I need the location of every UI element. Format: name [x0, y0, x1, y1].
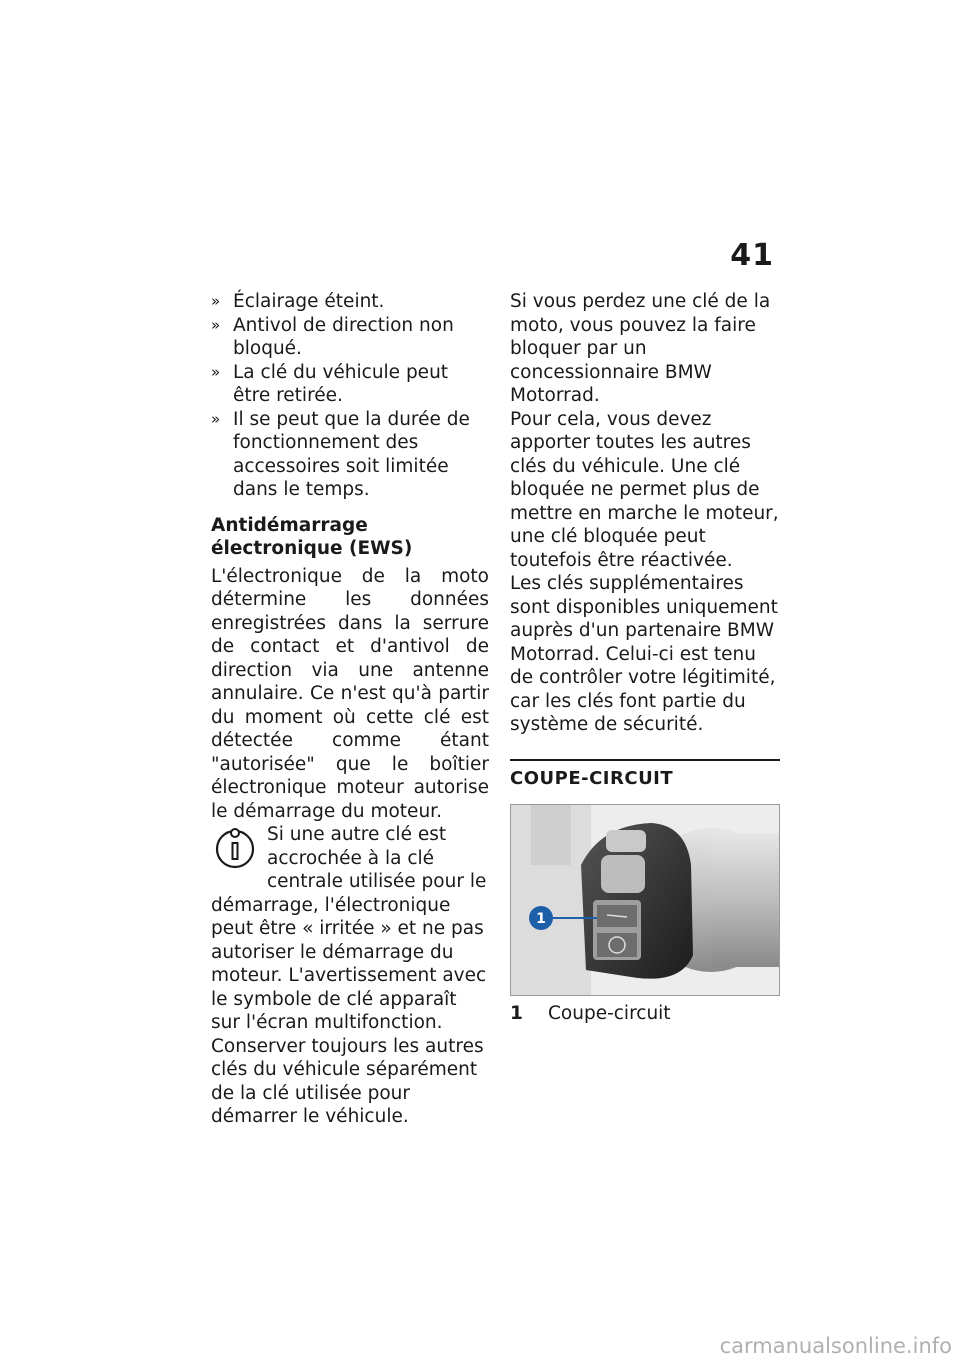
left-column: [211, 290, 489, 1129]
bullet-item: [211, 408, 489, 502]
extra-keys-paragraph: Les clés supplémentaires sont disponibles uniquement auprès d'un partenaire BMW Motorrad. Celui-ci est tenu de contrôler votre légitimité, car les clés font partie du système de sécurité.: [510, 573, 778, 735]
figure-caption: [510, 1002, 780, 1026]
bullet-text: Il se peut que la durée de fonctionnement des accessoires soit limitée dans le temps.: [233, 408, 470, 500]
caption-number: 1: [510, 1003, 523, 1024]
closing-paragraph: Conserver toujours les autres clés du véhicule séparément de la clé utilisée pour démarrer le véhicule.: [211, 1035, 484, 1127]
bullet-item: [211, 314, 489, 361]
watermark: carmanualsonline.info: [719, 1334, 952, 1358]
bullet-mark: »: [211, 362, 221, 381]
handlebar-illustration: [511, 805, 779, 995]
info-note: [211, 823, 489, 1035]
bullet-text: Éclairage éteint.: [233, 291, 385, 312]
bullet-text: Antivol de direction non bloqué.: [233, 314, 454, 359]
bullet-text: La clé du véhicule peut être retirée.: [233, 361, 449, 406]
bullet-mark: »: [211, 292, 221, 310]
section-title: COUPE-CIRCUIT: [510, 767, 674, 789]
bullet-item: [211, 290, 489, 314]
right-column: [510, 290, 780, 1026]
section-heading-ews: Antidémarrage électronique (EWS): [211, 514, 413, 559]
bullet-item: [211, 361, 489, 408]
bullet-mark: »: [211, 315, 221, 334]
page-number: 41: [730, 238, 774, 273]
section-divider: [510, 759, 780, 761]
block-key-paragraph: Pour cela, vous devez apporter toutes les autres clés du véhicule. Une clé bloquée ne permet plus de mettre en marche le moteur, une clé bloquée peut toutefois être réactivée.: [510, 408, 779, 571]
kill-switch-figure: [510, 804, 780, 996]
ews-paragraph: L'électronique de la moto détermine les données enregistrées dans la serrure de contact et d'antivol de direction via une antenne annulaire. Ce n'est qu'à partir du moment où cette clé est détectée comme étant "autorisée" que le boîtier électronique moteur autorise le démarrage du moteur.: [211, 565, 489, 822]
lost-key-paragraph: Si vous perdez une clé de la moto, vous pouvez la faire bloquer par un concessionnaire BMW Motorrad.: [510, 291, 771, 406]
bullet-mark: »: [211, 409, 221, 428]
note-text: Si une autre clé est accrochée à la clé centrale utilisée pour le démarrage, l'électronique peut être « irritée » et ne pas autoriser le démarrage du moteur. L'avertissement avec le symbole de clé apparaît sur l'écran multifonction.: [211, 824, 487, 1033]
info-icon: [211, 825, 263, 873]
caption-text: Coupe-circuit: [548, 1003, 671, 1024]
figure-callout: 1: [536, 911, 546, 927]
